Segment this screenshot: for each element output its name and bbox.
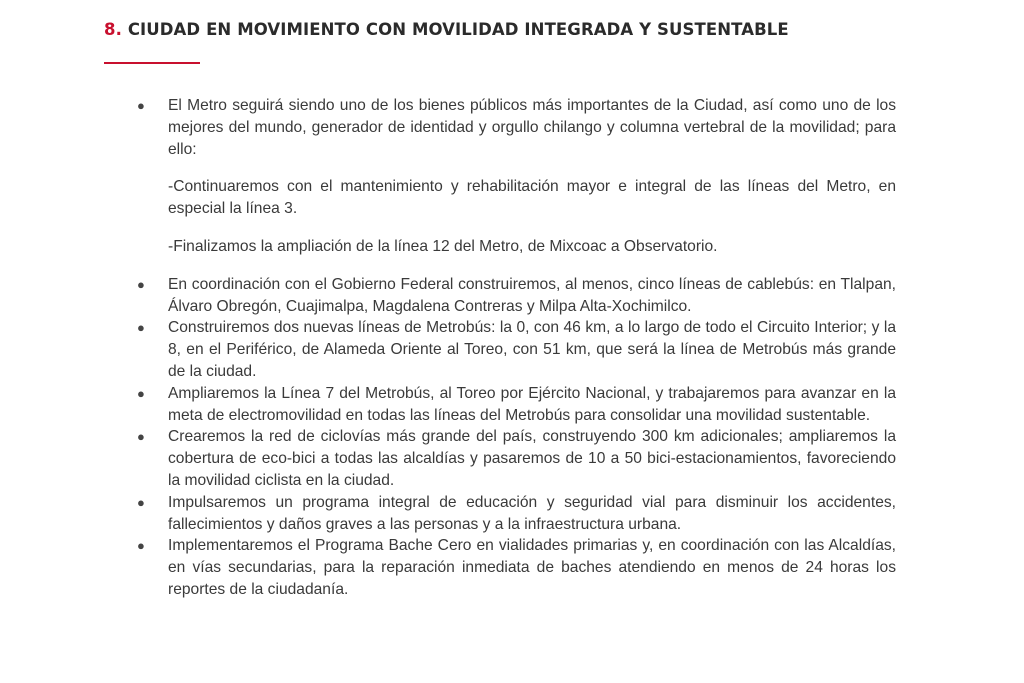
section-title: CIUDAD EN MOVIMIENTO CON MOVILIDAD INTEGRADA Y SUSTENTABLE: [127, 20, 789, 39]
bullet-icon: ●: [137, 276, 145, 292]
list-item-text: Construiremos dos nuevas líneas de Metrobús: la 0, con 46 km, a lo largo de todo el Circuito Interior; y la 8, en el Periférico, de Alameda Oriente al Toreo, con 51 km, que será la línea de Metrobús más grande de la ciudad.: [168, 319, 896, 380]
section-heading: [104, 20, 789, 39]
section-number: 8.: [104, 20, 122, 39]
list-item-text: Impulsaremos un programa integral de educación y seguridad vial para disminuir los accidentes, fallecimientos y daños graves a las personas y a la infraestructura urbana.: [168, 493, 896, 533]
list-item-text: Implementaremos el Programa Bache Cero en vialidades primarias y, en coordinación con las Alcaldías, en vías secundarias, para la reparación inmediata de baches atendiendo en menos de 24 horas los reportes de la ciudadanía.: [168, 537, 896, 598]
bullet-icon: ●: [137, 98, 145, 113]
list-item-metro: [137, 95, 896, 258]
sub-item-text: -Finalizamos la ampliación de la línea 12 del Metro, de Mixcoac a Observatorio.: [168, 237, 718, 255]
list-item-text: En coordinación con el Gobierno Federal construiremos, al menos, cinco líneas de cablebús: en Tlalpan, Álvaro Obregón, Cuajimalpa, Magdalena Contreras y Milpa Alta-Xochimilco.: [168, 275, 896, 315]
bullet-icon: ●: [137, 320, 145, 336]
sub-item-text: -Continuaremos con el mantenimiento y rehabilitación mayor e integral de las líneas del Metro, en especial la línea 3.: [168, 178, 896, 218]
bullet-icon: ●: [137, 429, 145, 445]
list-item-text: Ampliaremos la Línea 7 del Metrobús, al Toreo por Ejército Nacional, y trabajaremos para avanzar en la meta de electromovilidad en todas las líneas del Metrobús para consolidar una movilidad sustentable.: [168, 384, 896, 424]
list-item-metrobus: [137, 317, 896, 382]
list-item-text: Crearemos la red de ciclovías más grande del país, construyendo 300 km adicionales; ampliaremos la cobertura de eco-bici a todas las alcaldías y pasaremos de 10 a 50 bici-estacionamientos, favoreciendo la movilidad ciclista en la ciudad.: [168, 428, 896, 489]
bullet-icon: ●: [137, 538, 145, 554]
heading-underline: [104, 62, 200, 64]
bullet-icon: ●: [137, 385, 145, 401]
list-item-bache-cero: [137, 535, 896, 600]
list-item-cablebus: [137, 274, 896, 318]
list-item-seguridad-vial: [137, 492, 896, 536]
list-item-ciclovias: [137, 426, 896, 491]
proposal-list: [137, 95, 896, 601]
list-item-linea7: [137, 383, 896, 427]
list-item-text: El Metro seguirá siendo uno de los bienes públicos más importantes de la Ciudad, así como uno de los mejores del mundo, generador de identidad y orgullo chilango y columna vertebral de la movilidad; para ello:: [168, 97, 896, 158]
bullet-icon: ●: [137, 494, 145, 510]
